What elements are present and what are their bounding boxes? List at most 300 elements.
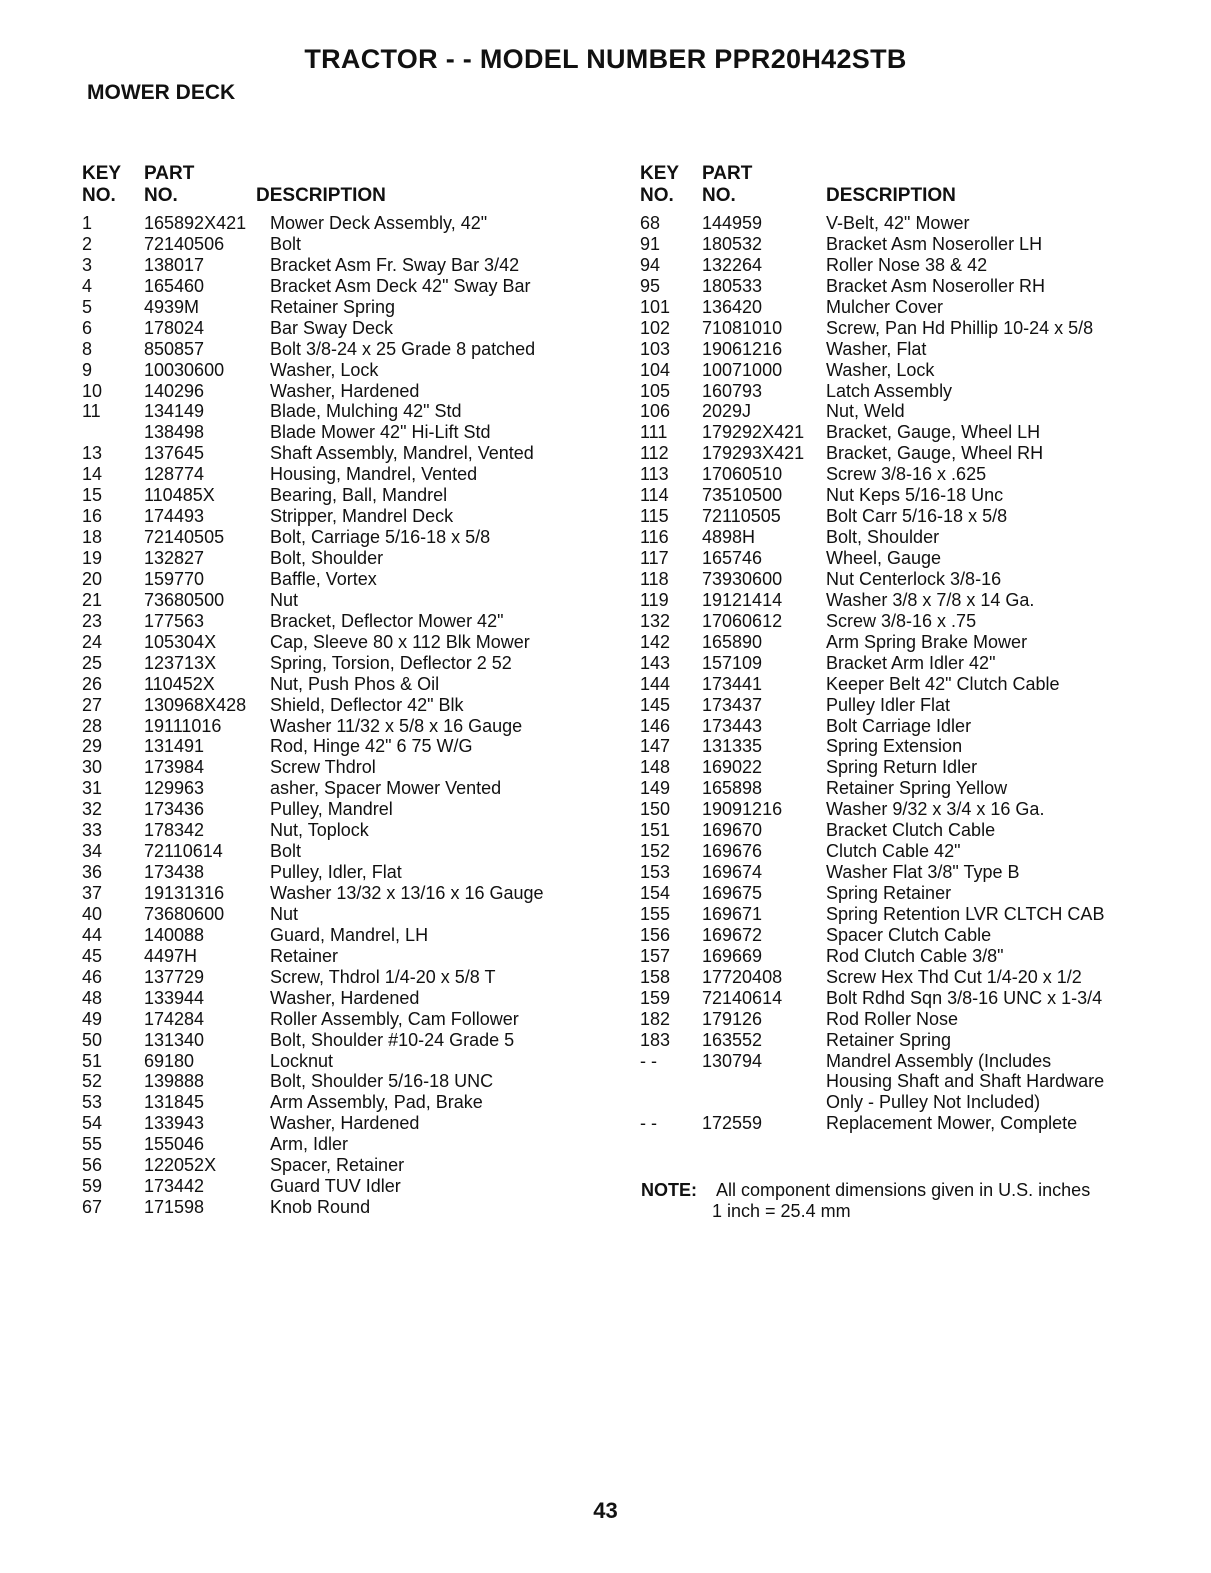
- part-description: Bearing, Ball, Mandrel: [270, 485, 448, 506]
- part-number: 2029J: [702, 401, 752, 422]
- table-row: [640, 820, 1200, 841]
- part-number: 178024: [144, 317, 205, 338]
- table-row: [640, 611, 1200, 632]
- part-description: Bracket Arm Idler 42": [826, 652, 996, 673]
- table-row: [640, 1051, 1200, 1072]
- part-number: 138498: [144, 422, 205, 443]
- table-row: [640, 443, 1200, 464]
- part-number: 173436: [144, 799, 205, 820]
- part-description: Nut Centerlock 3/8-16: [826, 568, 1002, 589]
- table-row: [640, 967, 1200, 988]
- part-description: Arm, Idler: [270, 1134, 349, 1155]
- part-description: Housing, Mandrel, Vented: [270, 464, 478, 485]
- table-row: [640, 1113, 1200, 1134]
- table-row: [640, 381, 1200, 402]
- key-number: 55: [82, 1134, 103, 1155]
- key-number: 113: [640, 464, 669, 485]
- key-number: 27: [82, 694, 103, 715]
- part-description: Latch Assembly: [826, 380, 953, 401]
- part-number: 179126: [702, 1008, 763, 1029]
- part-description: Washer, Hardened: [270, 987, 420, 1008]
- key-number: 114: [640, 485, 669, 506]
- table-row: [640, 862, 1200, 883]
- table-row: [640, 1092, 1200, 1113]
- header-part-line2: NO.: [702, 185, 736, 206]
- part-description: Nut: [270, 903, 299, 924]
- table-row: [82, 1009, 602, 1030]
- key-number: 68: [640, 213, 661, 233]
- part-number: 165892X421: [144, 213, 247, 233]
- key-number: 36: [82, 862, 103, 883]
- key-number: 145: [640, 694, 671, 715]
- part-number: 139888: [144, 1071, 205, 1092]
- part-number: 130794: [702, 1050, 763, 1071]
- key-number: 150: [640, 799, 671, 820]
- table-row: [82, 1030, 602, 1051]
- part-description: Screw, Pan Hd Phillip 10-24 x 5/8: [826, 317, 1094, 338]
- part-number: 169671: [702, 903, 763, 924]
- part-description: Bracket, Gauge, Wheel LH: [826, 422, 1041, 443]
- key-number: 29: [82, 736, 103, 757]
- table-row: [82, 401, 602, 422]
- part-description: Bolt Rdhd Sqn 3/8-16 UNC x 1-3/4: [826, 987, 1103, 1008]
- part-description: Cap, Sleeve 80 x 112 Blk Mower: [270, 631, 530, 652]
- part-description: Shaft Assembly, Mandrel, Vented: [270, 443, 534, 464]
- key-number: 5: [82, 296, 93, 317]
- part-description: Bolt, Shoulder: [270, 548, 384, 568]
- table-row: [640, 799, 1200, 820]
- table-row: [640, 757, 1200, 778]
- key-number: 52: [82, 1071, 103, 1092]
- part-number: 179292X421: [702, 422, 805, 443]
- table-row: [640, 946, 1200, 967]
- part-number: 72140614: [702, 987, 783, 1008]
- key-number: 146: [640, 715, 671, 736]
- key-number: 11: [82, 401, 101, 422]
- key-number: 106: [640, 401, 671, 422]
- page-number: 43: [593, 1498, 618, 1523]
- key-number: 157: [640, 945, 671, 966]
- part-number: 179293X421: [702, 443, 805, 464]
- key-number: 102: [640, 317, 671, 338]
- table-row: [82, 234, 602, 255]
- part-description: Bracket Asm Noseroller RH: [826, 275, 1046, 296]
- part-number: 17060510: [702, 464, 783, 485]
- part-number: 173437: [702, 694, 763, 715]
- part-number: 19121414: [702, 589, 783, 610]
- key-number: 18: [82, 527, 103, 548]
- table-row: [82, 360, 602, 381]
- part-number: 173443: [702, 715, 763, 736]
- key-number: 111: [640, 422, 668, 443]
- table-row: [640, 276, 1200, 297]
- table-row: [640, 360, 1200, 381]
- key-number: - -: [640, 1113, 657, 1134]
- part-description: Screw, Thdrol 1/4-20 x 5/8 T: [270, 966, 496, 987]
- part-number: 174493: [144, 506, 205, 527]
- table-row: [82, 757, 602, 778]
- table-row: [640, 988, 1200, 1009]
- part-description: Screw 3/8-16 x .75: [826, 610, 977, 631]
- key-number: 15: [82, 485, 103, 506]
- part-number: 138017: [144, 254, 205, 275]
- part-description: Replacement Mower, Complete: [826, 1113, 1078, 1134]
- part-number: 73680500: [144, 589, 225, 610]
- part-number: 137645: [144, 443, 205, 464]
- note-line-1: All component dimensions given in U.S. inches: [716, 1180, 1091, 1200]
- part-description: Retainer: [270, 945, 339, 966]
- table-row: [82, 1113, 602, 1134]
- part-number: 169674: [702, 862, 763, 883]
- key-number: 104: [640, 359, 671, 380]
- key-number: 54: [82, 1113, 103, 1134]
- part-number: 159770: [144, 568, 205, 589]
- table-row: [82, 297, 602, 318]
- key-number: 155: [640, 903, 671, 924]
- table-row: [640, 297, 1200, 318]
- part-description: Spring Extension: [826, 736, 963, 757]
- part-description: Spring Retainer: [826, 883, 952, 903]
- part-description: Screw Thdrol: [270, 757, 376, 778]
- part-description: Bolt 3/8-24 x 25 Grade 8 patched: [270, 338, 536, 359]
- key-number: 59: [82, 1176, 103, 1197]
- part-description: Blade, Mulching 42" Std: [270, 401, 462, 422]
- note-line-2: 1 inch = 25.4 mm: [712, 1201, 851, 1221]
- part-description: Stripper, Mandrel Deck: [270, 506, 454, 527]
- part-description: Nut, Toplock: [270, 820, 369, 841]
- part-number: 174284: [144, 1008, 205, 1029]
- part-description: Washer Flat 3/8" Type B: [826, 862, 1020, 883]
- part-number: 165890: [702, 631, 763, 652]
- part-number: 157109: [702, 652, 763, 673]
- page-title: TRACTOR - - MODEL NUMBER PPR20H42STB: [304, 44, 907, 74]
- part-description: Nut: [270, 589, 299, 610]
- table-row: [82, 569, 602, 590]
- key-number: 149: [640, 778, 671, 799]
- key-number: 147: [640, 736, 671, 757]
- part-number: 131491: [144, 736, 205, 757]
- part-number: 173438: [144, 862, 205, 883]
- key-number: 95: [640, 275, 661, 296]
- key-number: 1: [82, 213, 93, 233]
- part-description: Bolt: [270, 233, 302, 254]
- part-description: Knob Round: [270, 1197, 371, 1218]
- part-description: Washer, Lock: [270, 359, 379, 380]
- part-number: 180532: [702, 233, 763, 254]
- part-description: Nut Keps 5/16-18 Unc: [826, 485, 1004, 506]
- table-row: [640, 213, 1200, 234]
- table-row: [640, 778, 1200, 799]
- part-number: 134149: [144, 401, 205, 422]
- key-number: 112: [640, 443, 669, 464]
- part-number: 173441: [702, 673, 763, 694]
- table-row: [640, 422, 1200, 443]
- part-number: 73680600: [144, 903, 225, 924]
- key-number: 10: [82, 380, 103, 401]
- key-number: 6: [82, 317, 93, 338]
- part-description: Bolt, Shoulder 5/16-18 UNC: [270, 1071, 494, 1092]
- table-row: [82, 1176, 602, 1197]
- header-part-line2: NO.: [144, 185, 178, 206]
- key-number: 116: [640, 527, 669, 548]
- key-number: 24: [82, 631, 103, 652]
- table-row: [82, 967, 602, 988]
- part-number: 165460: [144, 275, 205, 296]
- table-row: [640, 527, 1200, 548]
- key-number: 4: [82, 275, 93, 296]
- key-number: 51: [82, 1050, 103, 1071]
- key-number: 156: [640, 924, 671, 945]
- table-row: [82, 883, 602, 904]
- part-description: Bolt, Shoulder #10-24 Grade 5: [270, 1029, 515, 1050]
- parts-list-left: [82, 213, 602, 1218]
- note-label: NOTE:: [641, 1180, 697, 1200]
- part-number: 10030600: [144, 359, 225, 380]
- key-number: 101: [640, 296, 671, 317]
- part-number: 169670: [702, 820, 763, 841]
- part-number: 171598: [144, 1197, 205, 1218]
- part-description: Washer 11/32 x 5/8 x 16 Gauge: [270, 715, 523, 736]
- part-description: Washer, Hardened: [270, 1113, 420, 1134]
- part-description: Screw 3/8-16 x .625: [826, 464, 987, 485]
- parts-column-left: [82, 163, 602, 1218]
- part-number: 169672: [702, 924, 763, 945]
- key-number: 46: [82, 966, 103, 987]
- part-number: 144959: [702, 213, 763, 233]
- key-number: 16: [82, 506, 103, 527]
- table-row: [640, 464, 1200, 485]
- table-row: [82, 841, 602, 862]
- table-row: [82, 548, 602, 569]
- part-description: Guard, Mandrel, LH: [270, 924, 429, 945]
- table-row: [82, 799, 602, 820]
- part-description: Bracket Asm Noseroller LH: [826, 233, 1043, 254]
- key-number: 94: [640, 254, 661, 275]
- table-row: [82, 1051, 602, 1072]
- part-number: 850857: [144, 338, 205, 359]
- key-number: 28: [82, 715, 103, 736]
- table-row: [82, 695, 602, 716]
- key-number: 56: [82, 1155, 103, 1176]
- part-description: Roller Assembly, Cam Follower: [270, 1008, 519, 1029]
- part-number: 140296: [144, 380, 205, 401]
- key-number: 183: [640, 1029, 671, 1050]
- table-row: [640, 841, 1200, 862]
- part-description: Blade Mower 42" Hi-Lift Std: [270, 422, 491, 443]
- table-row: [640, 1009, 1200, 1030]
- part-description: Arm Assembly, Pad, Brake: [270, 1092, 483, 1113]
- key-number: 9: [82, 359, 93, 380]
- table-row: [640, 234, 1200, 255]
- part-description: Bolt, Shoulder: [826, 527, 940, 548]
- key-number: 159: [640, 987, 671, 1008]
- parts-list-right: [640, 213, 1200, 1134]
- part-description: Washer, Lock: [826, 359, 935, 380]
- part-description: Baffle, Vortex: [270, 568, 377, 589]
- table-row: [640, 674, 1200, 695]
- table-row: [82, 381, 602, 402]
- key-number: 153: [640, 862, 671, 883]
- part-number: 73510500: [702, 485, 783, 506]
- part-number: 71081010: [702, 317, 783, 338]
- part-number: 173442: [144, 1176, 205, 1197]
- part-description: Pulley Idler Flat: [826, 694, 951, 715]
- table-row: [82, 653, 602, 674]
- table-row: [82, 590, 602, 611]
- table-row: [82, 464, 602, 485]
- header-key-line2: NO.: [640, 185, 674, 206]
- table-row: [640, 339, 1200, 360]
- key-number: 105: [640, 380, 671, 401]
- part-description: Spacer, Retainer: [270, 1155, 405, 1176]
- key-number: 21: [82, 589, 103, 610]
- part-description: Roller Nose 38 & 42: [826, 254, 988, 275]
- table-row: [82, 1197, 602, 1218]
- table-row: [82, 527, 602, 548]
- table-row: [640, 632, 1200, 653]
- table-row: [640, 883, 1200, 904]
- key-number: 34: [82, 841, 103, 862]
- part-number: 19061216: [702, 338, 783, 359]
- part-number: 165746: [702, 548, 763, 568]
- key-number: 67: [82, 1197, 103, 1218]
- key-number: 44: [82, 924, 103, 945]
- part-description: Bolt: [270, 841, 302, 862]
- part-number: 169676: [702, 841, 763, 862]
- key-number: 2: [82, 233, 93, 254]
- table-row: [82, 904, 602, 925]
- part-number: 131845: [144, 1092, 205, 1113]
- part-description: V-Belt, 42" Mower: [826, 213, 970, 233]
- section-title: MOWER DECK: [87, 81, 236, 104]
- key-number: 103: [640, 338, 671, 359]
- part-number: 72110614: [144, 841, 223, 862]
- part-description: Rod Roller Nose: [826, 1008, 959, 1029]
- part-description: Clutch Cable 42": [826, 841, 961, 862]
- part-description: Nut, Push Phos & Oil: [270, 673, 440, 694]
- part-number: 160793: [702, 380, 763, 401]
- part-description: Retainer Spring: [826, 1029, 952, 1050]
- part-description: Bracket Asm Fr. Sway Bar 3/42: [270, 254, 520, 275]
- part-number: 133944: [144, 987, 205, 1008]
- table-row: [640, 255, 1200, 276]
- part-number: 130968X428: [144, 694, 247, 715]
- key-number: 25: [82, 652, 103, 673]
- table-row: [82, 862, 602, 883]
- part-number: 4898H: [702, 527, 756, 548]
- part-number: 140088: [144, 924, 205, 945]
- key-number: 91: [640, 233, 661, 254]
- part-number: 169022: [702, 757, 763, 778]
- table-row: [640, 485, 1200, 506]
- part-description: Bracket Clutch Cable: [826, 820, 996, 841]
- table-row: [82, 674, 602, 695]
- part-description: Guard TUV Idler: [270, 1176, 401, 1197]
- part-number: 19131316: [144, 883, 225, 903]
- part-description: Shield, Deflector 42" Blk: [270, 694, 464, 715]
- key-number: 31: [82, 778, 103, 799]
- table-row: [640, 904, 1200, 925]
- part-description: Washer 9/32 x 3/4 x 16 Ga.: [826, 799, 1045, 820]
- table-row: [82, 820, 602, 841]
- table-header-left: [82, 163, 602, 213]
- part-description: Bar Sway Deck: [270, 317, 394, 338]
- table-row: [82, 925, 602, 946]
- part-description: Rod, Hinge 42" 6 75 W/G: [270, 736, 473, 757]
- key-number: 117: [640, 548, 669, 568]
- table-row: [82, 1155, 602, 1176]
- part-description: Housing Shaft and Shaft Hardware: [826, 1071, 1105, 1092]
- key-number: 115: [640, 506, 669, 527]
- part-description: Nut, Weld: [826, 401, 905, 422]
- key-number: - -: [640, 1050, 657, 1071]
- table-row: [640, 569, 1200, 590]
- part-number: 72110505: [702, 506, 781, 527]
- part-description: Bolt Carr 5/16-18 x 5/8: [826, 506, 1008, 527]
- part-description: Spring, Torsion, Deflector 2 52: [270, 652, 512, 673]
- part-description: Only - Pulley Not Included): [826, 1092, 1041, 1113]
- table-row: [82, 716, 602, 737]
- key-number: 32: [82, 799, 103, 820]
- key-number: 37: [82, 883, 103, 903]
- key-number: 152: [640, 841, 671, 862]
- part-description: Locknut: [270, 1050, 334, 1071]
- part-number: 4939M: [144, 296, 200, 317]
- table-row: [82, 506, 602, 527]
- key-number: 3: [82, 254, 93, 275]
- part-number: 128774: [144, 464, 205, 485]
- key-number: 26: [82, 673, 103, 694]
- key-number: 49: [82, 1008, 103, 1029]
- part-number: 172559: [702, 1113, 763, 1134]
- part-number: 180533: [702, 275, 763, 296]
- header-key-line1: KEY: [82, 163, 122, 184]
- part-number: 173984: [144, 757, 205, 778]
- part-number: 72140506: [144, 233, 225, 254]
- part-number: 19111016: [144, 715, 222, 736]
- table-row: [82, 276, 602, 297]
- key-number: 142: [640, 631, 671, 652]
- part-number: 129963: [144, 778, 205, 799]
- part-number: 17060612: [702, 610, 783, 631]
- part-number: 123713X: [144, 652, 217, 673]
- header-key-line1: KEY: [640, 163, 680, 184]
- part-number: 131340: [144, 1029, 205, 1050]
- table-row: [82, 1071, 602, 1092]
- key-number: 50: [82, 1029, 103, 1050]
- table-row: [640, 1071, 1200, 1092]
- part-description: Pulley, Mandrel: [270, 799, 393, 820]
- part-number: 169675: [702, 883, 763, 903]
- key-number: 118: [640, 568, 669, 589]
- part-description: asher, Spacer Mower Vented: [270, 778, 502, 799]
- part-description: Washer 13/32 x 13/16 x 16 Gauge: [270, 883, 544, 903]
- part-description: Screw Hex Thd Cut 1/4-20 x 1/2: [826, 966, 1082, 987]
- key-number: 148: [640, 757, 671, 778]
- key-number: 45: [82, 945, 103, 966]
- table-row: [640, 1030, 1200, 1051]
- key-number: 119: [640, 589, 669, 610]
- table-row: [82, 946, 602, 967]
- table-row: [640, 736, 1200, 757]
- part-number: 19091216: [702, 799, 783, 820]
- key-number: 30: [82, 757, 103, 778]
- part-number: 178342: [144, 820, 205, 841]
- key-number: 33: [82, 820, 103, 841]
- part-description: Spring Retention LVR CLTCH CAB: [826, 903, 1105, 924]
- key-number: 158: [640, 966, 671, 987]
- key-number: 154: [640, 883, 671, 903]
